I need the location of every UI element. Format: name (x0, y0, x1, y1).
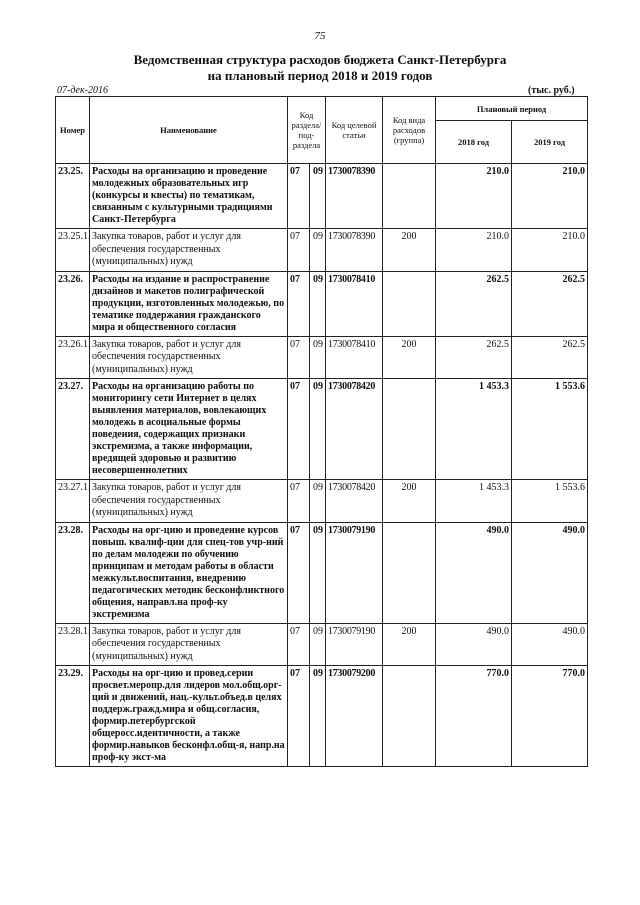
table-row (56, 623, 588, 666)
cell-expense-type: 200 (383, 480, 436, 523)
cell-subsection: 09 (310, 379, 326, 480)
cell-number: 23.29. (56, 666, 90, 767)
cell-expense-type (383, 379, 436, 480)
cell-section: 07 (288, 271, 310, 336)
cell-subsection: 09 (310, 271, 326, 336)
cell-name: Закупка товаров, работ и услуг для обеспечения государственных (муниципальных) нужд (90, 229, 288, 272)
cell-2018: 210.0 (436, 229, 512, 272)
cell-subsection: 09 (310, 666, 326, 767)
cell-2018: 490.0 (436, 522, 512, 623)
header-2018: 2018 год (436, 121, 512, 164)
cell-expense-type (383, 666, 436, 767)
cell-section: 07 (288, 522, 310, 623)
table-row (56, 666, 588, 767)
cell-expense-type (383, 522, 436, 623)
cell-article: 1730078390 (326, 164, 383, 229)
cell-subsection: 09 (310, 164, 326, 229)
cell-subsection: 09 (310, 480, 326, 523)
cell-subsection: 09 (310, 336, 326, 379)
cell-section: 07 (288, 623, 310, 666)
cell-expense-type: 200 (383, 229, 436, 272)
cell-number: 23.28.1. (56, 623, 90, 666)
cell-section: 07 (288, 666, 310, 767)
cell-name: Закупка товаров, работ и услуг для обеспечения государственных (муниципальных) нужд (90, 336, 288, 379)
cell-number: 23.25.1. (56, 229, 90, 272)
cell-2019: 770.0 (512, 666, 588, 767)
title-line-1: Ведомственная структура расходов бюджета Санкт-Петербурга (133, 52, 507, 67)
cell-subsection: 09 (310, 623, 326, 666)
header-expense-type: Код вида расходов (группа) (383, 97, 436, 164)
cell-article: 1730078410 (326, 336, 383, 379)
cell-name: Расходы на орг-цию и провед.серии просвет.меропр.для лидеров мол.общ.орг-ций и движений, нац.-культ.объед.в целях поддерж.гражд.мира и общ.согласия, формир.петербургской общеросс.идентичности, а также формир.навыков бесконфл.общ-я, напр.на проф-ку экст-ма (90, 666, 288, 767)
cell-article: 1730078390 (326, 229, 383, 272)
cell-name: Расходы на орг-цию и проведение курсов повыш. квалиф-ции для спец-тов учр-ний по делам молодежи по обучению принципам и методам работы в области межкульт.воспитания, внедрению педагогических методик бесконфликтного общения, направл.на проф-ку экстремизма (90, 522, 288, 623)
cell-number: 23.27.1. (56, 480, 90, 523)
cell-number: 23.27. (56, 379, 90, 480)
cell-article: 1730079190 (326, 623, 383, 666)
header-planned-period: Плановый период (436, 97, 588, 121)
cell-2019: 262.5 (512, 271, 588, 336)
cell-expense-type: 200 (383, 623, 436, 666)
cell-2019: 210.0 (512, 229, 588, 272)
cell-section: 07 (288, 336, 310, 379)
cell-2019: 1 553.6 (512, 480, 588, 523)
cell-number: 23.26. (56, 271, 90, 336)
cell-2018: 490.0 (436, 623, 512, 666)
table-body (56, 164, 588, 767)
cell-2018: 262.5 (436, 336, 512, 379)
cell-2018: 770.0 (436, 666, 512, 767)
title-line-2: на плановый период 2018 и 2019 годов (207, 68, 433, 83)
budget-table (55, 96, 588, 767)
cell-section: 07 (288, 164, 310, 229)
table-row (56, 522, 588, 623)
table-row (56, 229, 588, 272)
cell-name: Закупка товаров, работ и услуг для обеспечения государственных (муниципальных) нужд (90, 623, 288, 666)
header-name: Наименование (90, 97, 288, 164)
document-date: 07-дек-2016 (57, 85, 108, 96)
cell-number: 23.25. (56, 164, 90, 229)
cell-subsection: 09 (310, 229, 326, 272)
cell-2019: 262.5 (512, 336, 588, 379)
cell-article: 1730078410 (326, 271, 383, 336)
cell-article: 1730078420 (326, 379, 383, 480)
table-row (56, 480, 588, 523)
cell-name: Расходы на организацию и проведение молодежных образовательных игр (конкурсы и квесты) по тематикам, связанным с культурными традициями Санкт-Петербурга (90, 164, 288, 229)
cell-number: 23.26.1. (56, 336, 90, 379)
cell-section: 07 (288, 379, 310, 480)
cell-2019: 490.0 (512, 623, 588, 666)
page-title (0, 52, 640, 84)
cell-expense-type (383, 164, 436, 229)
cell-article: 1730079200 (326, 666, 383, 767)
header-article: Код целевой статьи (326, 97, 383, 164)
cell-2019: 210.0 (512, 164, 588, 229)
table-row (56, 271, 588, 336)
page-number: 75 (314, 30, 326, 42)
cell-article: 1730078420 (326, 480, 383, 523)
header-2019: 2019 год (512, 121, 588, 164)
cell-2018: 262.5 (436, 271, 512, 336)
cell-name: Расходы на организацию работы по мониторингу сети Интернет в целях выявления материалов, вовлекающих молодежь в асоциальные формы поведения, содержащих признаки экстремизма, а также информации, вредящей здоровью и развитию несовершеннолетних (90, 379, 288, 480)
cell-expense-type: 200 (383, 336, 436, 379)
cell-2019: 1 553.6 (512, 379, 588, 480)
table-row (56, 379, 588, 480)
cell-2018: 210.0 (436, 164, 512, 229)
header-number: Номер (56, 97, 90, 164)
header-section: Код раздела/под-раздела (288, 97, 326, 164)
table-row (56, 336, 588, 379)
cell-2019: 490.0 (512, 522, 588, 623)
cell-subsection: 09 (310, 522, 326, 623)
cell-name: Расходы на издание и распространение дизайнов и макетов полиграфической продукции, изготовленных молодежью, по тематике поддержания гражданского мира и общественного согласия (90, 271, 288, 336)
cell-article: 1730079190 (326, 522, 383, 623)
cell-name: Закупка товаров, работ и услуг для обеспечения государственных (муниципальных) нужд (90, 480, 288, 523)
cell-number: 23.28. (56, 522, 90, 623)
cell-section: 07 (288, 480, 310, 523)
units-label: (тыс. руб.) (528, 85, 575, 96)
cell-2018: 1 453.3 (436, 480, 512, 523)
cell-expense-type (383, 271, 436, 336)
cell-2018: 1 453.3 (436, 379, 512, 480)
table-row (56, 164, 588, 229)
cell-section: 07 (288, 229, 310, 272)
